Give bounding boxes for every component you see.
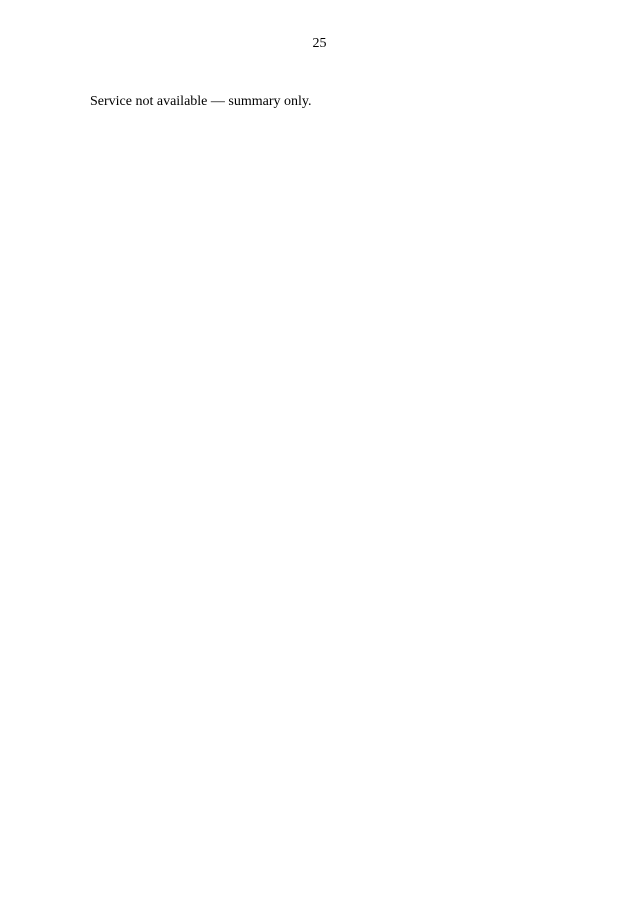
page-number: 25 bbox=[312, 36, 327, 51]
summary-note: Service not available — summary only. bbox=[90, 94, 312, 109]
